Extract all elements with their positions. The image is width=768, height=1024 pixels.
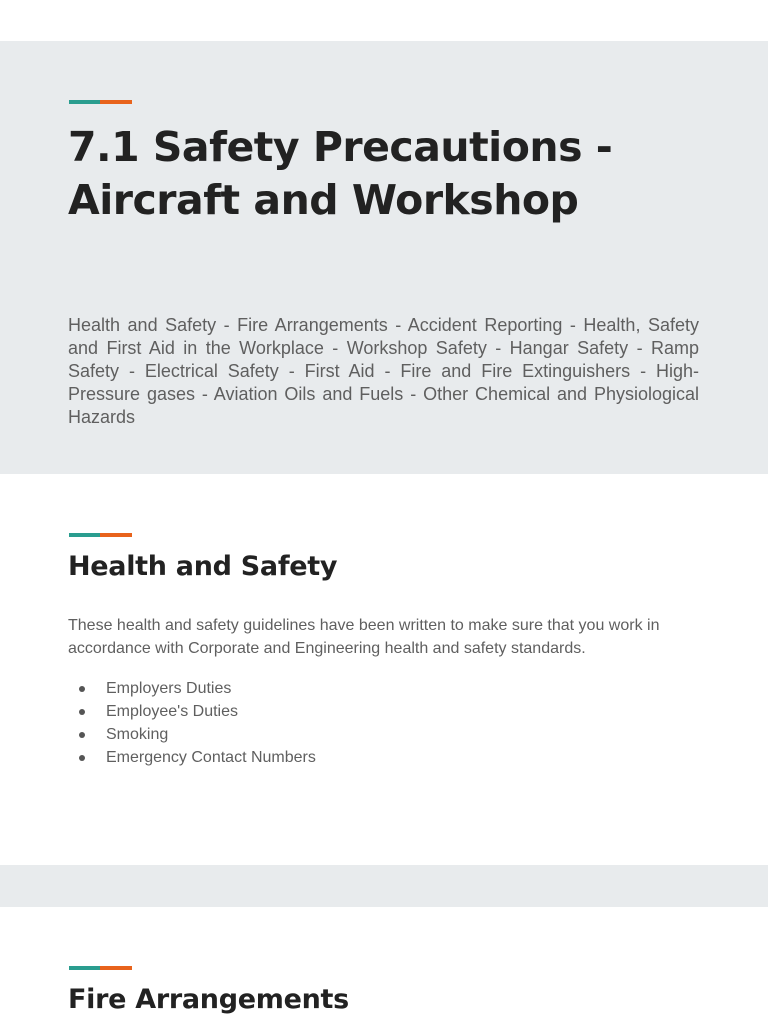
bullet-icon [79,755,85,761]
section-heading: Health and Safety [68,551,338,582]
bullet-icon [79,686,85,692]
bullet-icon [79,732,85,738]
section-accent-bar [69,966,132,970]
accent-orange-segment [100,533,132,537]
topics-summary: Health and Safety - Fire Arrangements - Accident Reporting - Health, Safety and First Aid in the Workplace - Workshop Safety - Hangar Safety - Ramp Safety - Electrical Safety - First Aid - Fire and Fire Extinguishers - High-Pressure gases - Aviation Oils and Fuels - Other Chemical and Physiological Hazards [68,315,699,427]
health-and-safety-section [0,474,768,865]
accent-teal-segment [69,966,100,970]
list-item-label: Employee's Duties [106,703,238,720]
hero-accent-bar [69,100,132,104]
fire-arrangements-section [0,907,768,1024]
section-accent-bar [69,533,132,537]
duties-list [68,677,316,769]
page-title: 7.1 Safety Precautions - Aircraft and Workshop [68,123,613,224]
list-item-label: Emergency Contact Numbers [106,749,316,766]
accent-teal-segment [69,100,100,104]
list-item [68,677,316,700]
accent-teal-segment [69,533,100,537]
list-item-label: Employers Duties [106,680,232,697]
accent-orange-segment [100,100,132,104]
list-item [68,723,316,746]
section-heading: Fire Arrangements [68,984,349,1015]
list-item [68,700,316,723]
section-paragraph: These health and safety guidelines have been written to make sure that you work in accordance with Corporate and Engineering health and safety standards. [68,617,660,657]
section-divider [0,865,768,907]
accent-orange-segment [100,966,132,970]
bullet-icon [79,709,85,715]
hero-section [0,41,768,474]
top-margin [0,0,768,41]
list-item-label: Smoking [106,726,169,743]
list-item [68,746,316,769]
